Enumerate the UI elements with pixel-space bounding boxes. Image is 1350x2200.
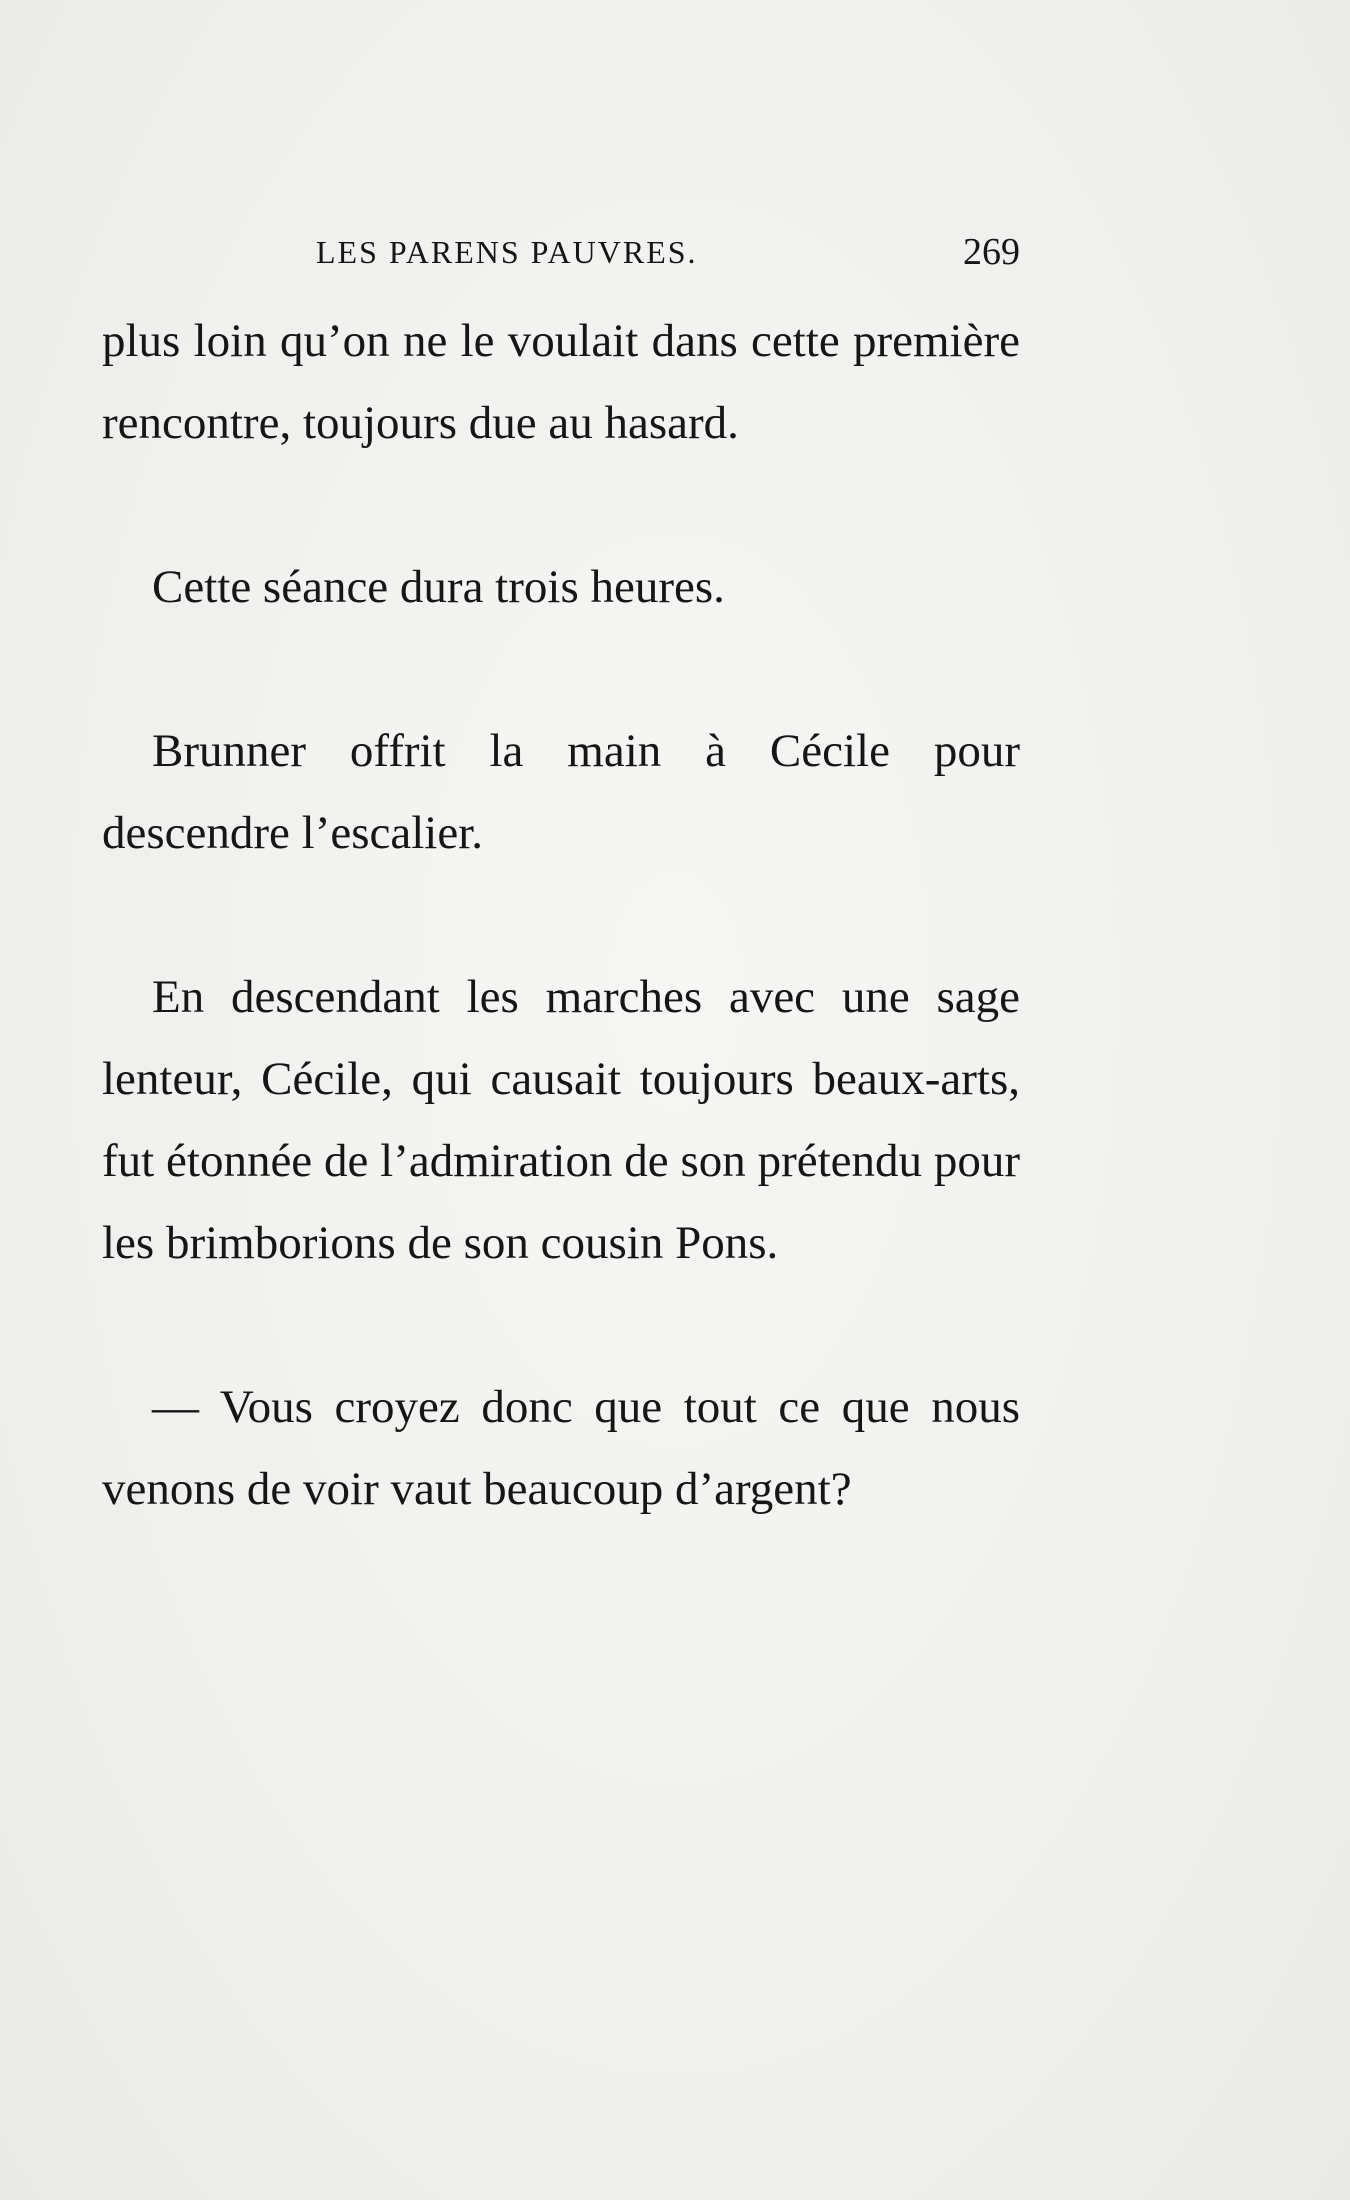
page-number: 269 bbox=[963, 231, 1020, 273]
paragraph: En descendant les marches avec une sage lenteur, Cécile, qui causait toujours beaux-arts, fut étonnée de l’admiration de son prétendu pour les brimborions de son cousin Pons. bbox=[102, 971, 1020, 1269]
paragraph-dialogue: — Vous croyez donc que tout ce que nous venons de voir vaut beaucoup d’argent? bbox=[102, 1381, 1020, 1515]
paragraph: Cette séance dura trois heures. bbox=[152, 561, 725, 613]
running-head bbox=[100, 226, 1020, 286]
paragraph: Brunner offrit la main à Cécile pour descendre l’escalier. bbox=[102, 725, 1020, 859]
body-text bbox=[102, 300, 1020, 1530]
paragraph-continuation: plus loin qu’on ne le voulait dans cette première rencontre, toujours due au hasard. bbox=[102, 315, 1020, 449]
running-title: LES PARENS PAUVRES. bbox=[316, 234, 698, 270]
